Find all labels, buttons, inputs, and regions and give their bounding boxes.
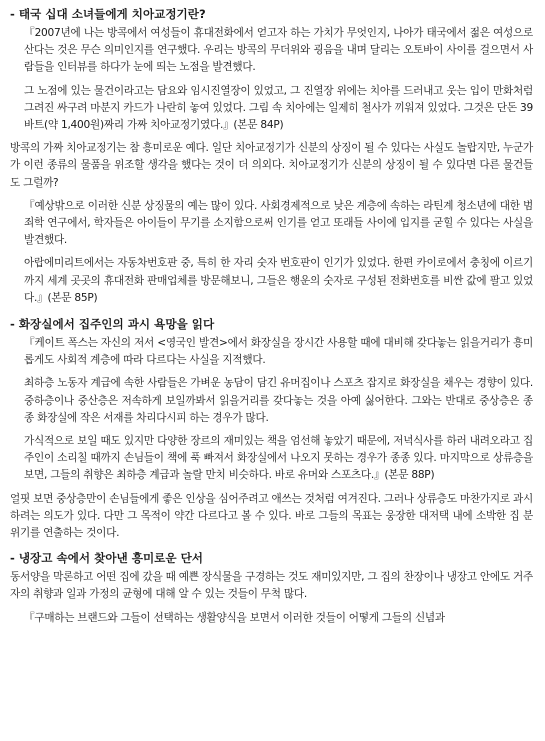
quote-paragraph: 가식적으로 보일 때도 있지만 다양한 장르의 재미있는 책을 엄선해 놓았기 때문에, 저녁식사를 하러 내려오라고 집주인이 소리칠 때까지 손님들이 책에 푹 빠져서 화장실에서 나오지 못하는 경우가 종종 있다. 마지막으로 상류층을 보면, 그들의 취향은 최하층 계급과 놀랄 만치 비슷하다. 바로 유머와 스포츠다.』(본문 88P) xyxy=(24,435,533,482)
section-bathroom xyxy=(10,316,533,542)
quote-block xyxy=(24,198,533,307)
body-paragraph: 얼핏 보면 중상층만이 손님들에게 좋은 인상을 심어주려고 애쓰는 것처럼 여겨진다. 그러나 상류층도 마찬가지로 과시하려는 의도가 있다. 다만 그 목적이 약간 다르다고 볼 수 있다. 바로 그들의 목표는 웅장한 대저택 내에 소박한 집 분위기를 연출하는 것이다. xyxy=(10,492,533,540)
quote-paragraph: 그 노점에 있는 물건이라고는 담요와 임시진열장이 있었고, 그 진열장 위에는 치아를 드러내고 웃는 입이 만화처럼 그려진 싸구려 마분지 카드가 나란히 놓여 있었다. 그림 속 치아에는 일제히 철사가 끼워져 있었다. 그것은 단돈 39바트(약 1,400원)짜리 가짜 치아교정기였다.』(본문 84P) xyxy=(24,84,533,132)
quote-paragraph: 『케이트 폭스는 자신의 저서 <영국인 발견>에서 화장실을 장시간 사용할 때에 대비해 갖다놓는 읽을거리가 흥미롭게도 사회적 계층에 따라 다르다는 사실을 지적했다. xyxy=(24,337,533,367)
quote-paragraph: 『예상밖으로 이러한 신분 상징물의 예는 많이 있다. 사회경제적으로 낮은 계층에 속하는 라틴계 청소년에 대한 범죄학 연구에서, 학자들은 아이들이 무기를 소지함으로써 인기를 얻고 또래들 사이에 입지를 굳힐 수 있다는 사실을 발견했다. xyxy=(24,199,533,247)
quote-paragraph: 『2007년에 나는 방콕에서 여성들이 휴대전화에서 얻고자 하는 가치가 무엇인지, 나아가 태국에서 젊은 여성으로 산다는 것은 무슨 의미인지를 연구했다. 우리는 방콕의 무더위와 굉음을 내며 달리는 오토바이 사이를 걸으면서 사람들을 인터뷰를 하다가 눈에 띄는 노점을 발견했다. xyxy=(24,27,533,74)
quote-block xyxy=(24,335,533,485)
quote-block xyxy=(24,25,533,134)
quote-paragraph: 아랍에미리트에서는 자동차번호판 중, 특히 한 자리 숫자 번호판이 인기가 있었다. 한편 카이로에서 충칭에 이르기까지 세계 곳곳의 휴대전화 판매업체를 방문해보니, 그들은 행운의 숫자로 구성된 전화번호를 비싼 값에 팔고 있었다.』(본문 85P) xyxy=(24,257,533,304)
quote-paragraph: 최하층 노동자 계급에 속한 사람들은 가벼운 농담이 담긴 유머집이나 스포츠 잡지로 화장실을 채우는 경향이 있다. 중하층이나 중산층은 저속하게 보일까봐서 읽을거리를 갖다놓는 것을 아예 싫어한다. 그와는 반대로 중상층은 종종 화장실에 작은 서재를 차리다시피 하는 경우가 많다. xyxy=(24,377,533,424)
section-heading: - 화장실에서 집주인의 과시 욕망을 읽다 xyxy=(10,317,215,332)
section-heading: - 태국 십대 소녀들에게 치아교정기란? xyxy=(10,7,206,21)
section-braces xyxy=(10,6,533,307)
section-fridge xyxy=(10,550,533,627)
quote-paragraph: 『구매하는 브랜드와 그들이 선택하는 생활양식을 보면서 이러한 것들이 어떻게 그들의 신념과 xyxy=(24,611,445,624)
quote-block xyxy=(24,610,533,627)
body-paragraph: 동서양을 막론하고 어떤 집에 갔을 때 예쁜 장식물을 구경하는 것도 재미있지만, 그 집의 찬장이나 냉장고 안에도 거주자의 취향과 일과 가정의 균형에 대해 알 수 있는 것들이 무척 많다. xyxy=(10,571,533,601)
body-paragraph: 방콕의 가짜 치아교정기는 참 흥미로운 예다. 일단 치아교정기가 신분의 상징이 될 수 있다는 사실도 놀랍지만, 누군가가 이런 종류의 물품을 위조할 생각을 했다는 것이 더 의외다. 치아교정기가 신분의 상징이 될 수 있다면 다른 물건들도 그럴까? xyxy=(10,142,533,189)
section-heading: - 냉장고 속에서 찾아낸 흥미로운 단서 xyxy=(10,551,203,566)
